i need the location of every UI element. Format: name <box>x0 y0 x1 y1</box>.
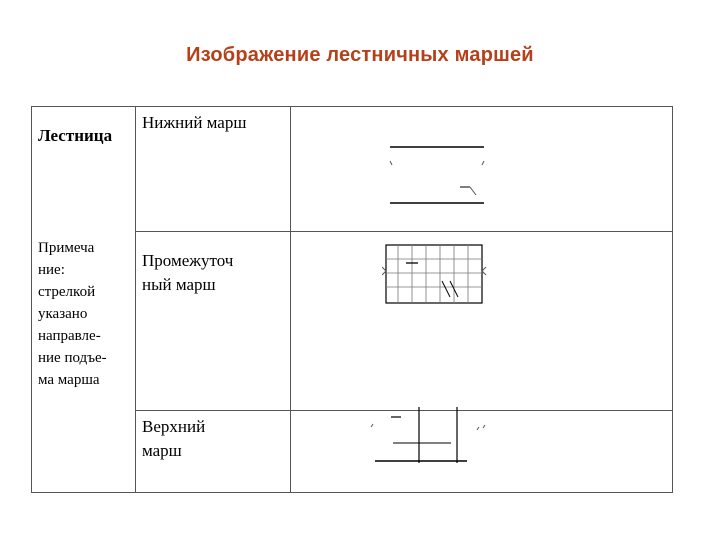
intermediate-flight-drawing <box>382 241 492 309</box>
stairs-heading: Лестница <box>38 126 113 145</box>
stairs-table <box>31 106 673 493</box>
column-divider-right <box>290 107 291 492</box>
arrow-note: Примеча ние: стрелкой указано направле- ние подъе- ма марша <box>38 240 107 388</box>
upper-flight-drawing <box>367 405 502 467</box>
upper-flight-label: Верхний марш <box>142 417 206 460</box>
column-divider-left <box>135 107 136 492</box>
intermediate-flight-label: Промежуточ ный марш <box>142 251 234 294</box>
row-divider-1 <box>135 231 672 232</box>
lower-flight-drawing <box>372 137 492 217</box>
lower-flight-label: Нижний марш <box>142 113 247 132</box>
slide-title: Изображение лестничных маршей <box>186 44 534 66</box>
